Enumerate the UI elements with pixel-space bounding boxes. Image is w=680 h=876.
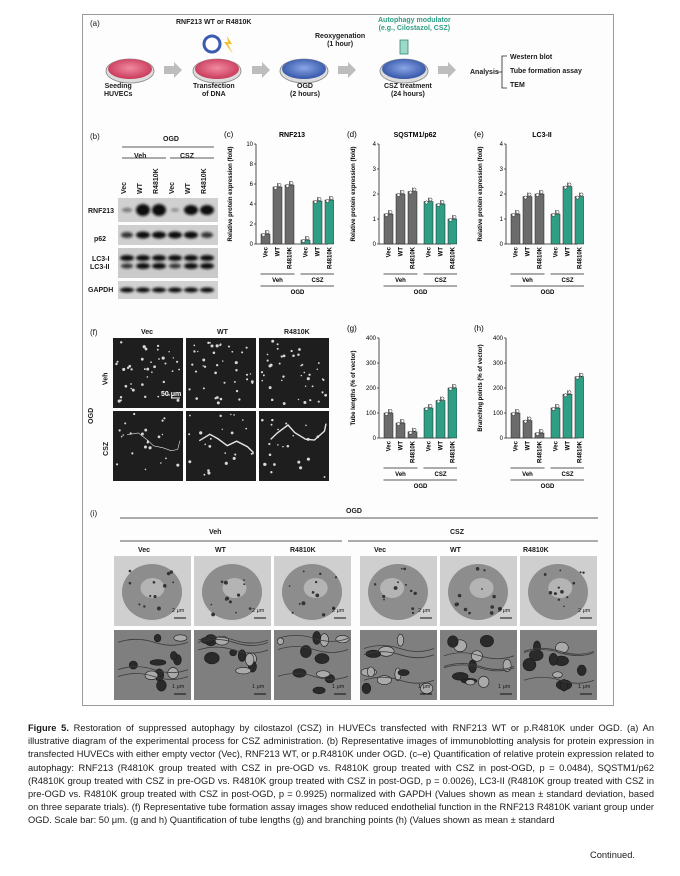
data-point [453, 215, 456, 218]
caption-figure-number: Figure 5. [28, 723, 69, 733]
x-tick-label: Vec [426, 441, 433, 452]
data-point [389, 409, 392, 412]
blot-group-lines [118, 144, 218, 160]
data-point [397, 193, 400, 196]
tem-column-label: Vec [374, 547, 387, 554]
group-label-veh: Veh [522, 278, 533, 284]
blot-lane-label: WT [185, 183, 192, 194]
x-tick-label: Vec [513, 441, 520, 452]
panel-b-letter: (b) [90, 132, 100, 141]
blot-row-label: LC3-I LC3-II [90, 256, 110, 271]
x-tick-label: WT [438, 247, 445, 257]
x-tick-label: R4810K [537, 247, 544, 270]
bar [273, 187, 282, 244]
caption-text: Restoration of suppressed autophagy by cilostazol (CSZ) in HUVECs transfected with RNF213 WT or p.R4810K under OGD. (a) An illustrative diagram of the experimental process for CSZ administration. (b) Representative images of immunoblotting analysis for protein expression in transfected HUVECs with either empty vector (Vec), RNF213 WT, or p.R4810K under OGD. (c–e) Quantification of relative protein expression related to autophagy: RNF213 (R4810K group treated with CSZ in pre-OGD vs. R4810K group treated with CSZ in post-OGD, p = 0.0484), SQSTM1/p62 (R4810K group treated with CSZ in pre-OGD vs. R4810K group treated with CSZ in post-OGD, p = 0.0026), LC3-II (R4810K group treated with CSZ in pre-OGD vs. R4810K group treated with CSZ in post-OGD, p = 0.9925) normalized with GAPDH (Values shown as mean ± standard deviation, based on three separate trials). (f) Representative tube formation assay images show reduced endothelial function in the RNF213 R4810K variant group under OGD. Scale bar: 50 μm. (g and h) Quantification of tube lengths (g) and branching points (h) (Values shown as mean ± standard [28, 723, 655, 826]
chart-letter: (d) [347, 130, 357, 139]
chart-title: RNF213 [278, 132, 306, 139]
tube-image-tile [113, 411, 183, 481]
analysis-item: Tube formation assay [510, 68, 582, 75]
tube-scale-label: 50 μm [161, 391, 182, 398]
data-point [512, 213, 515, 216]
caption-continued: Continued. [590, 850, 635, 860]
chart-svg-g [345, 322, 457, 510]
x-tick-label: WT [565, 247, 572, 257]
x-tick-label: R4810K [287, 247, 294, 270]
data-point [564, 186, 567, 189]
dish-csz [380, 40, 428, 83]
arrow-4-icon [438, 62, 456, 78]
chart-svg-d [345, 128, 457, 316]
tem-scale-label: 1 μm [332, 684, 345, 690]
bar [384, 413, 393, 438]
tem-scale-label: 1 μm [252, 684, 265, 690]
x-tick-label: Vec [513, 247, 520, 258]
bar [511, 214, 520, 244]
tube-col-label: Vec [141, 329, 154, 336]
data-point [556, 404, 559, 407]
x-tick-label: R4810K [577, 247, 584, 270]
chart-svg-c [222, 128, 334, 316]
y-tick-label: 200 [365, 386, 376, 392]
data-point [429, 404, 432, 407]
bar [325, 200, 334, 244]
data-point [540, 429, 543, 432]
data-point [385, 213, 388, 216]
y-tick-label: 0 [249, 242, 253, 248]
panel-a-diagram [82, 14, 612, 114]
y-tick-label: 400 [492, 336, 503, 342]
y-tick-label: 300 [492, 361, 503, 367]
data-point [318, 197, 321, 200]
data-point [568, 183, 571, 186]
data-point [425, 407, 428, 410]
chart-svg-e [472, 128, 584, 316]
bar [563, 187, 572, 245]
tube-image-tile [259, 338, 329, 408]
data-point [314, 200, 317, 203]
chart-ylabel: Branching points (% of vector) [478, 344, 484, 432]
arrow-3-icon [338, 62, 356, 78]
chart-ylabel: Tube lengths (% of vector) [351, 350, 357, 426]
bar [424, 408, 433, 438]
tube-image-tile [259, 411, 329, 481]
tem-scale-label: 2 μm [332, 608, 345, 614]
tem-csz-label: CSZ [450, 529, 464, 536]
x-tick-label: WT [565, 441, 572, 451]
data-point [262, 233, 265, 236]
chart-svg-h [472, 322, 584, 510]
bar [551, 214, 560, 244]
y-tick-label: 3 [372, 167, 376, 173]
group-label-csz: CSZ [434, 472, 447, 478]
bar [448, 388, 457, 438]
dish-ogd [280, 59, 328, 83]
analysis-item: TEM [510, 82, 525, 89]
bar [523, 197, 532, 245]
tem-scale-label: 2 μm [498, 608, 511, 614]
x-tick-label: R4810K [450, 247, 457, 270]
y-tick-label: 100 [365, 411, 376, 417]
analysis-item: Western blot [510, 54, 553, 61]
blot-veh-label: Veh [134, 153, 147, 160]
analysis-label: Analysis [470, 69, 499, 76]
data-point [580, 193, 583, 196]
bar [436, 401, 445, 439]
bar [396, 194, 405, 244]
x-tick-label: Vec [263, 247, 270, 258]
tem-column-label: Vec [138, 547, 151, 554]
y-tick-label: 0 [372, 436, 376, 442]
bar [424, 202, 433, 245]
bar [575, 197, 584, 245]
data-point [576, 196, 579, 199]
tem-scale-label: 2 μm [252, 608, 265, 614]
group-label-csz: CSZ [561, 472, 574, 478]
chart-letter: (g) [347, 324, 357, 333]
bar [436, 204, 445, 244]
data-point [437, 203, 440, 206]
data-point [512, 412, 515, 415]
tem-column-label: WT [215, 547, 226, 554]
data-point [401, 419, 404, 422]
bar [448, 219, 457, 244]
chart-title: SQSTM1/p62 [393, 132, 437, 139]
blot-lane-label: R4810K [153, 168, 160, 194]
dish-seeding [106, 59, 154, 83]
data-point [568, 391, 571, 394]
data-point [552, 407, 555, 410]
y-tick-label: 0 [499, 436, 503, 442]
y-tick-label: 3 [499, 167, 503, 173]
step-transfection-top: RNF213 WT or R4810K [176, 19, 252, 26]
chart-letter: (h) [474, 324, 484, 333]
y-tick-label: 4 [372, 142, 376, 148]
data-point [564, 394, 567, 397]
y-tick-label: 2 [372, 192, 376, 198]
data-point [286, 184, 289, 187]
bar [575, 377, 584, 438]
y-tick-label: 2 [249, 222, 253, 228]
x-tick-label: WT [525, 441, 532, 451]
y-tick-label: 0 [499, 242, 503, 248]
y-tick-label: 1 [499, 217, 503, 223]
data-point [536, 432, 539, 435]
data-point [552, 213, 555, 216]
bar [408, 192, 417, 245]
group-label-ogd: OGD [540, 484, 555, 490]
tem-scale-label: 1 μm [172, 684, 185, 690]
tem-scale-label: 2 μm [578, 608, 591, 614]
tem-column-label: R4810K [523, 547, 549, 554]
tube-formation-images [113, 338, 333, 483]
data-point [397, 422, 400, 425]
group-label-veh: Veh [395, 278, 406, 284]
tem-scale-label: 1 μm [498, 684, 511, 690]
step-modulator-label: Autophagy modulator (e.g., Cilostazol, CSZ) [378, 17, 451, 32]
tem-column-label: WT [450, 547, 461, 554]
y-tick-label: 0 [372, 242, 376, 248]
data-point [437, 400, 440, 403]
x-tick-label: R4810K [450, 441, 457, 464]
bar [384, 214, 393, 244]
tem-column-label: R4810K [290, 547, 316, 554]
chart-title: LC3-II [532, 132, 552, 139]
x-tick-label: WT [438, 441, 445, 451]
data-point [528, 417, 531, 420]
x-tick-label: R4810K [537, 441, 544, 464]
y-tick-label: 8 [249, 162, 253, 168]
step-reoxygenation-label: Reoxygenation (1 hour) [315, 33, 366, 48]
data-point [274, 186, 277, 189]
figure-caption [28, 722, 654, 828]
x-tick-label: WT [398, 441, 405, 451]
tem-images [114, 556, 604, 701]
group-label-veh: Veh [395, 472, 406, 478]
bar [285, 185, 294, 244]
group-label-csz: CSZ [311, 278, 324, 284]
blot-lane-label: R4810K [201, 168, 208, 194]
data-point [524, 196, 527, 199]
x-tick-label: WT [525, 247, 532, 257]
y-tick-label: 400 [365, 336, 376, 342]
y-tick-label: 4 [249, 202, 253, 208]
x-tick-label: WT [275, 247, 282, 257]
tube-row-label: CSZ [103, 441, 111, 456]
y-tick-label: 10 [246, 142, 253, 148]
chart-letter: (c) [224, 130, 234, 139]
data-point [540, 190, 543, 193]
bar [313, 201, 322, 244]
chart-letter: (e) [474, 130, 484, 139]
x-tick-label: R4810K [577, 441, 584, 464]
data-point [453, 384, 456, 387]
panel-a-letter: (a) [90, 19, 100, 28]
group-label-veh: Veh [272, 278, 283, 284]
blot-row-label: RNF213 [88, 208, 115, 215]
panel-f-letter: (f) [90, 328, 98, 337]
blot-image [118, 198, 218, 300]
data-point [516, 409, 519, 412]
tem-scale-label: 2 μm [172, 608, 185, 614]
x-tick-label: Vec [553, 441, 560, 452]
chart-ylabel: Relative protein expression (fold) [351, 146, 357, 242]
y-tick-label: 4 [499, 142, 503, 148]
data-point [449, 387, 452, 390]
bar [535, 194, 544, 244]
tube-row-label: Veh [102, 372, 110, 386]
group-label-ogd: OGD [413, 484, 428, 490]
data-point [429, 198, 432, 201]
tem-scale-label: 1 μm [418, 684, 431, 690]
x-tick-label: Vec [386, 247, 393, 258]
data-point [302, 239, 305, 242]
blot-row-label: GAPDH [88, 287, 114, 294]
chart-ylabel: Relative protein expression (fold) [228, 146, 234, 242]
arrow-2-icon [252, 62, 270, 78]
data-point [409, 191, 412, 194]
blot-csz-label: CSZ [180, 153, 194, 160]
x-tick-label: R4810K [410, 441, 417, 464]
data-point [516, 210, 519, 213]
data-point [524, 420, 527, 423]
bar [523, 421, 532, 439]
data-point [401, 190, 404, 193]
data-point [441, 200, 444, 203]
data-point [441, 397, 444, 400]
y-tick-label: 2 [499, 192, 503, 198]
group-label-csz: CSZ [561, 278, 574, 284]
tube-col-label: WT [217, 329, 228, 336]
chart-ylabel: Relative protein expression (fold) [478, 146, 484, 242]
x-tick-label: Vec [386, 441, 393, 452]
data-point [326, 199, 329, 202]
tube-col-label: R4810K [284, 329, 310, 336]
group-label-ogd: OGD [540, 290, 555, 296]
tem-ogd-label: OGD [346, 508, 362, 515]
y-tick-label: 100 [492, 411, 503, 417]
step-transfection-label: Transfection of DNA [193, 83, 235, 98]
x-tick-label: R4810K [410, 247, 417, 270]
x-tick-label: Vec [303, 247, 310, 258]
y-tick-label: 1 [372, 217, 376, 223]
tem-veh-label: Veh [209, 529, 222, 536]
tem-scale-label: 2 μm [418, 608, 431, 614]
step-seeding-label: Seeding HUVECs [104, 83, 133, 98]
data-point [389, 210, 392, 213]
data-point [278, 183, 281, 186]
group-label-csz: CSZ [434, 278, 447, 284]
data-point [556, 210, 559, 213]
blot-lane-label: Vec [169, 181, 176, 194]
x-tick-label: Vec [553, 247, 560, 258]
x-tick-label: Vec [426, 247, 433, 258]
data-point [330, 196, 333, 199]
arrow-1-icon [164, 62, 182, 78]
bar [511, 413, 520, 438]
group-label-ogd: OGD [290, 290, 305, 296]
tem-group-lines [118, 516, 600, 544]
blot-lane-label: Vec [121, 181, 128, 194]
data-point [306, 236, 309, 239]
tem-scale-label: 1 μm [578, 684, 591, 690]
y-tick-label: 6 [249, 182, 253, 188]
x-tick-label: R4810K [327, 247, 334, 270]
tube-side-label: OGD [88, 407, 96, 424]
x-tick-label: WT [315, 247, 322, 257]
data-point [290, 181, 293, 184]
y-tick-label: 300 [365, 361, 376, 367]
step-ogd-label: OGD (2 hours) [290, 83, 320, 98]
blot-lane-label: WT [137, 183, 144, 194]
dish-transfection [193, 36, 241, 83]
data-point [449, 218, 452, 221]
data-point [536, 193, 539, 196]
blot-row-label: p62 [94, 236, 107, 243]
panel-i-letter: (i) [90, 509, 98, 518]
data-point [576, 376, 579, 379]
blot-ogd-label: OGD [163, 136, 179, 143]
bar [563, 394, 572, 438]
y-tick-label: 200 [492, 386, 503, 392]
group-label-veh: Veh [522, 472, 533, 478]
data-point [266, 230, 269, 233]
data-point [413, 188, 416, 191]
group-label-ogd: OGD [413, 290, 428, 296]
data-point [580, 373, 583, 376]
data-point [413, 428, 416, 431]
data-point [385, 412, 388, 415]
step-csz-label: CSZ treatment (24 hours) [384, 83, 432, 98]
data-point [528, 193, 531, 196]
data-point [409, 431, 412, 434]
data-point [425, 201, 428, 204]
x-tick-label: WT [398, 247, 405, 257]
bar [551, 408, 560, 438]
